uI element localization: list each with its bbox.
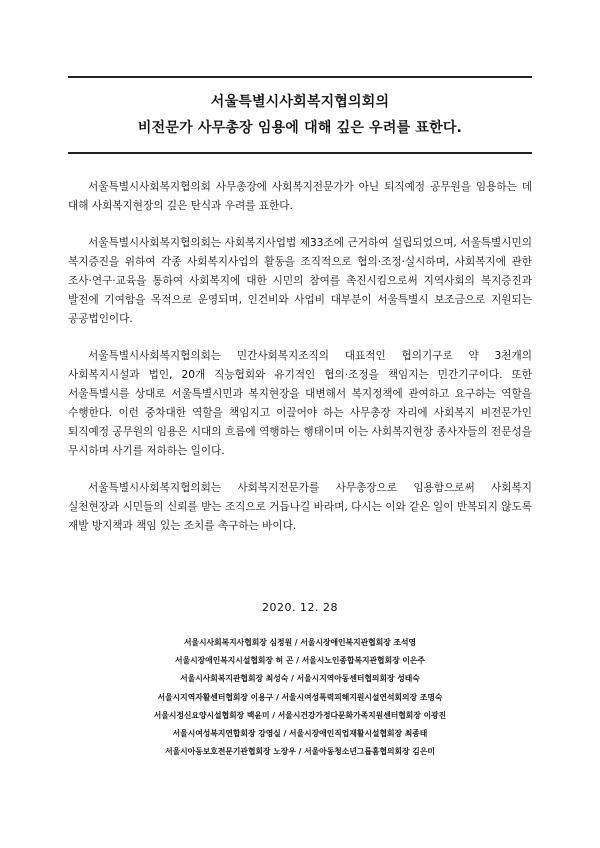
paragraph-4: 서울특별시사회복지협의회는 사회복지전문가를 사무총장으로 임용함으로써 사회복지 실천현장과 시민들의 신뢰를 받는 조직으로 거듭나길 바라며, 다시는 이와 같은 일이 반복되지 않도록 재발 방지책과 책임 있는 조치를 촉구하는 바이다.: [68, 482, 532, 532]
title-line-2: 비전문가 사무총장 임용에 대해 깊은 우려를 표한다.: [137, 120, 463, 136]
statement-date: 2020. 12. 28: [262, 601, 338, 614]
paragraph-1: 서울특별시사회복지협의회 사무총장에 사회복지전문가가 아닌 퇴직예정 공무원을 임용하는 데 대해 사회복지현장의 깊은 탄식과 우려를 표한다.: [68, 181, 532, 212]
signatory-line: 서울시아동보호전문기관협회장 노장우 / 서울아동청소년그룹홈협의회장 김은미: [165, 747, 435, 757]
paragraph-2: 서울특별시사회복지협의회는 사회복지사업법 제33조에 근거하여 설립되었으며, 서울특별시민의 복지증진을 위하여 각종 사회복지사업의 활동을 조직적으로 협의·조정·실시하며, 사회복지에 관한 조사·연구·교육을 통하여 사회복지에 대한 시민의 참여를 촉진시킴으로써 지역사회의 복지증진과 발전에 기여함을 목적으로 운영되며, 인건비와 사업비 대부분이 서울특별시 보조금으로 지원되는 공공법인이다.: [68, 237, 532, 325]
title-box: [68, 76, 532, 154]
signatory-line: 서울시정신요양시설협회장 백윤미 / 서울시건강가정다문화가족지원센터협회장 이광진: [153, 710, 447, 720]
statement-body: [68, 178, 532, 554]
paragraph-3: 서울특별시사회복지협의회는 민간사회복지조직의 대표적인 협의기구로 약 3천개의 사회복지시설과 법인, 20개 직능협회와 유기적인 협의·조정을 책임지는 민간기구이다. 또한 서울특별시를 상대로 서울특별시민과 복지현장을 대변해서 복지정책에 관여하고 요구하는 역할을 수행한다. 이런 중차대한 역할을 책임지고 이끌어야 하는 사무총장 자리에 사회복지 비전문가인 퇴직예정 공무원의 임용은 시대의 흐름에 역행하는 행태이며 이는 사회복지현장 종사자들의 전문성을 무시하며 사기를 저하하는 일이다.: [68, 350, 532, 457]
signatory-line: 서울시사회복지사협회장 심정원 / 서울시장애인복지관협회장 조석영: [183, 638, 417, 647]
title-line-1: 서울특별시사회복지협의회의: [210, 94, 390, 110]
signatory-line: 서울시사회복지관협회장 최성숙 / 서울시지역아동센터협의회장 성태숙: [180, 674, 420, 684]
signatory-line: 서울시장애인복지시설협회장 허 곤 / 서울시노인종합복지관협회장 이은주: [175, 656, 425, 666]
signatory-line: 서울시여성복지연합회장 강영실 / 서울시장애인직업재활시설협회장 최종태: [172, 729, 428, 739]
signatory-line: 서울시지역자활센터협회장 이용구 / 서울시여성폭력피해지원시설연석회의장 조명숙: [157, 692, 443, 702]
signatory-list: [0, 634, 600, 761]
